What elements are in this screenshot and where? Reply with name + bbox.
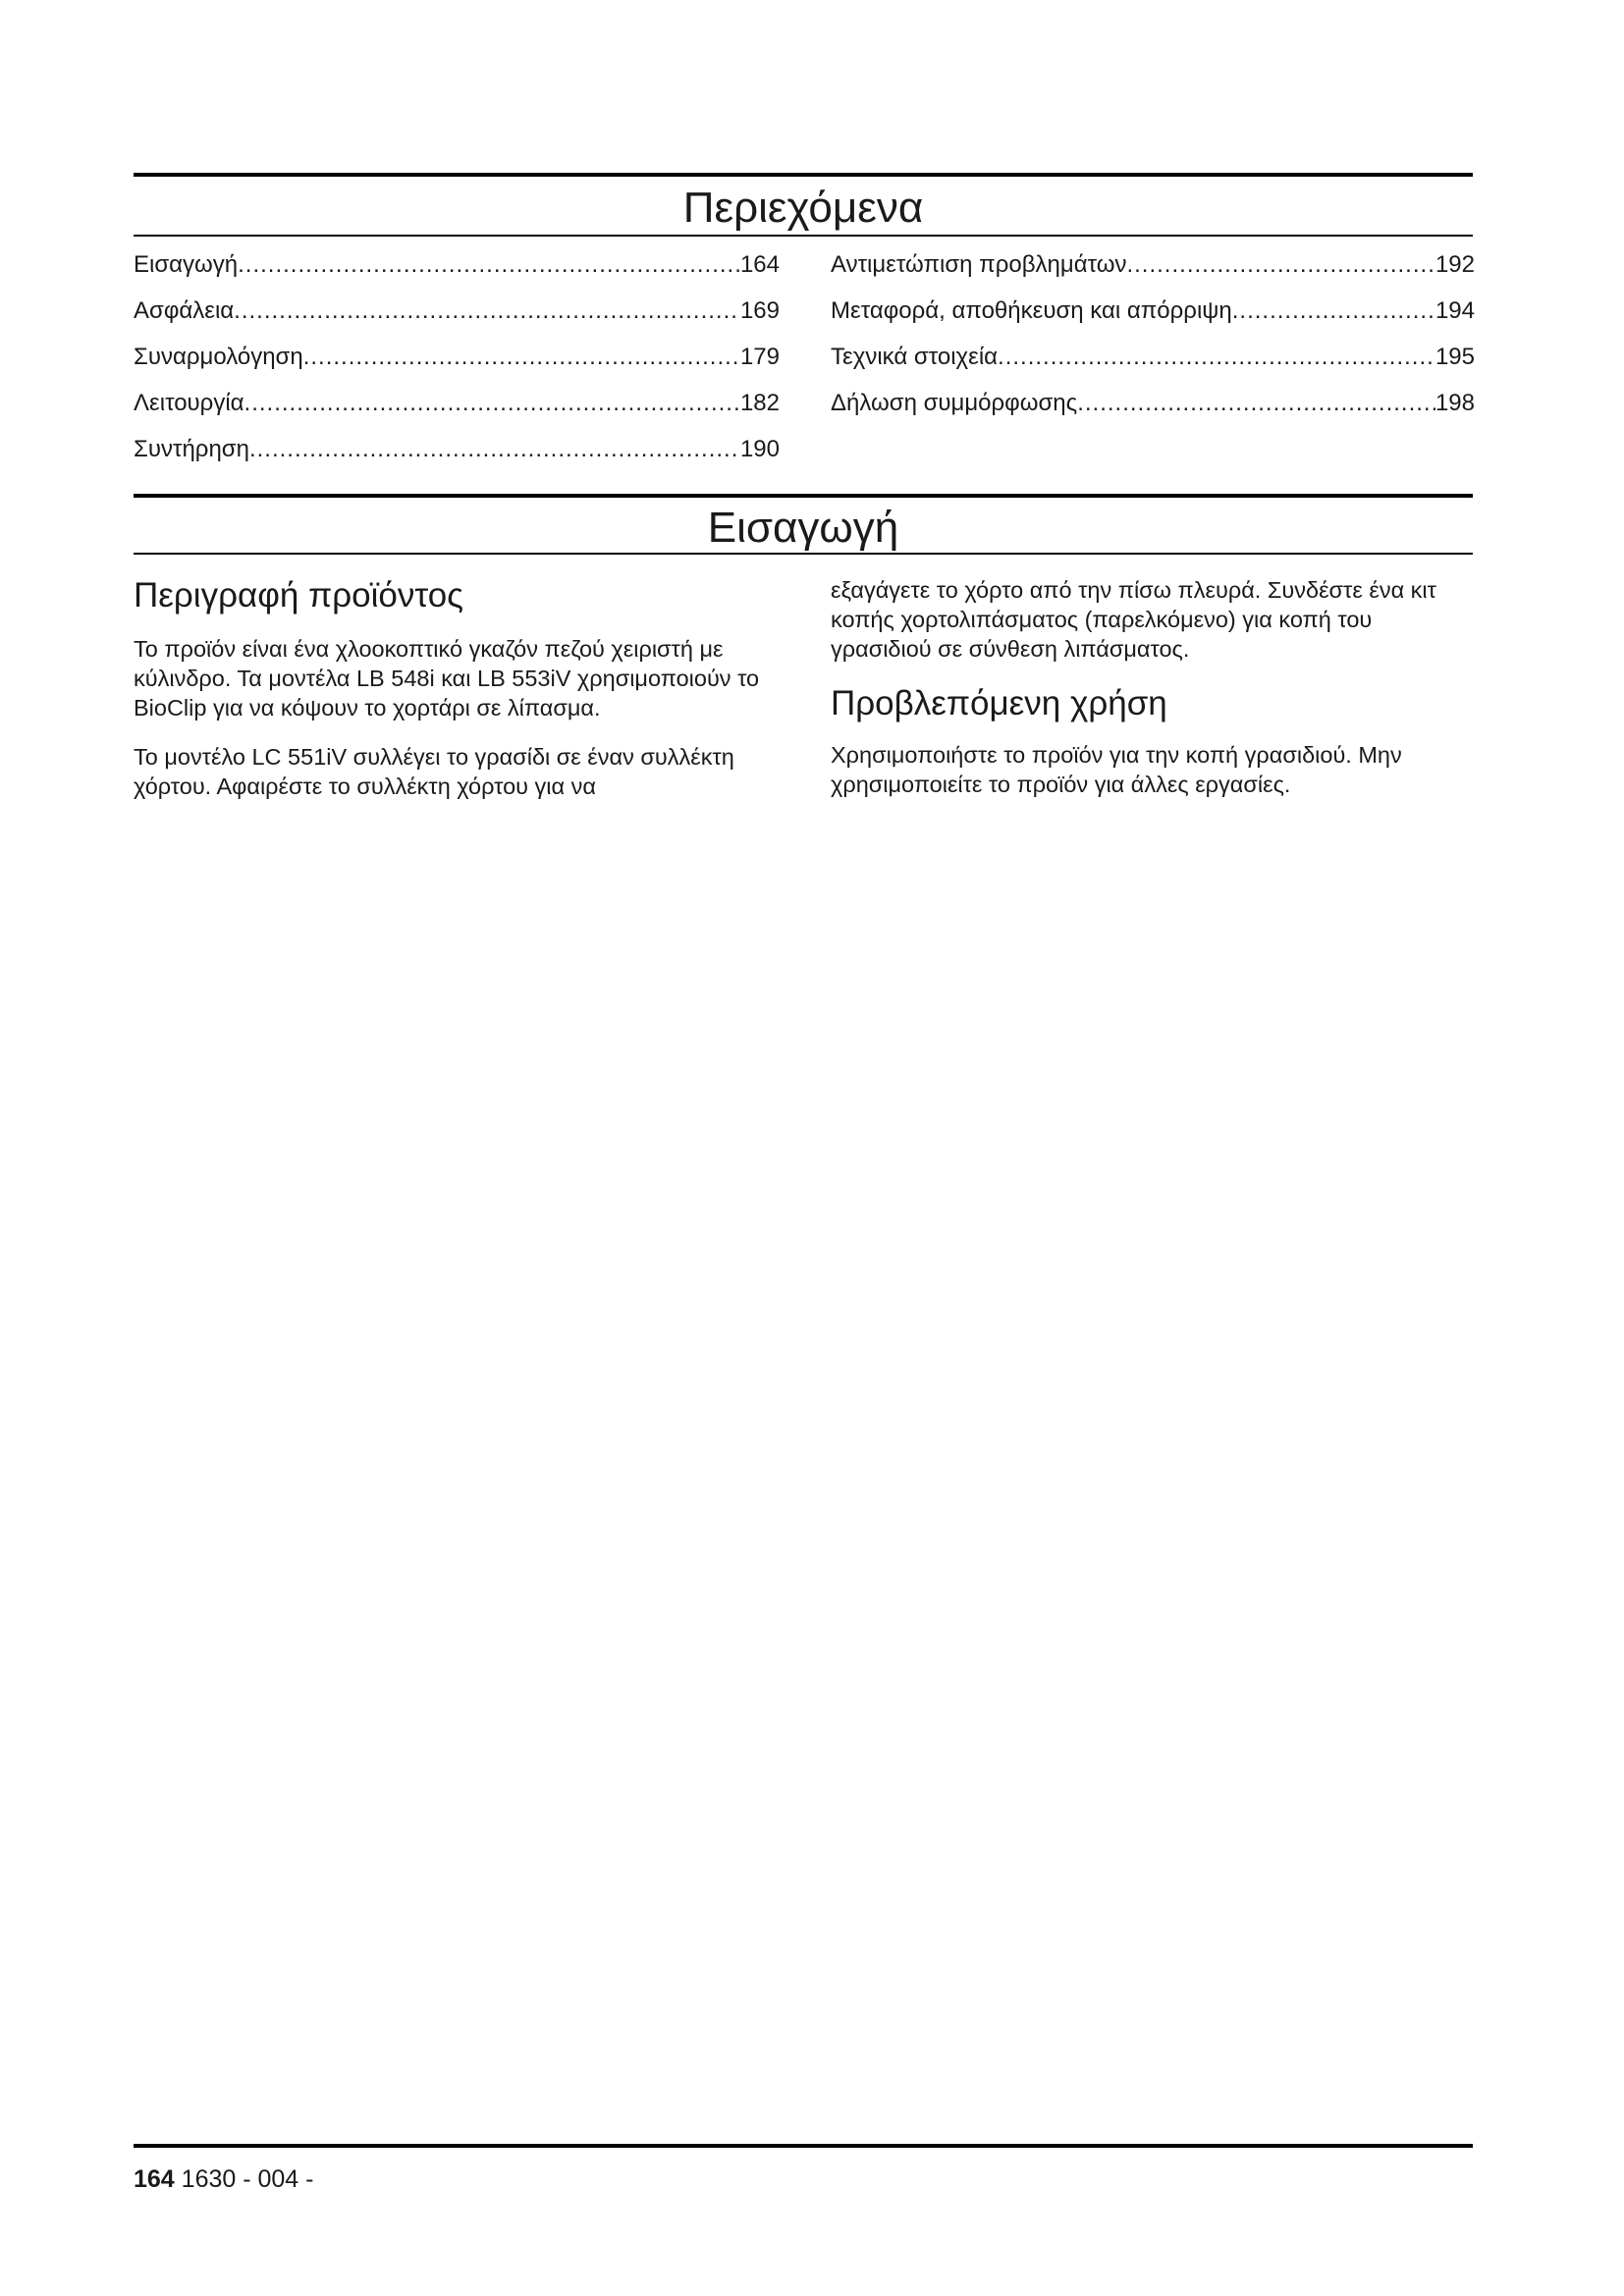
- toc-title: Περιεχόμενα: [682, 184, 924, 232]
- toc-title-underline: [134, 235, 1473, 237]
- intended-use-paragraph: Χρησιμοποιήστε το προϊόν για την κοπή γρασιδιού. Μην χρησιμοποιείτε το προϊόν για άλλες εργασίες.: [831, 742, 1402, 797]
- page-number: 164: [134, 2165, 175, 2193]
- toc-entry[interactable]: Ασφάλεια ..... 169: [134, 297, 780, 344]
- toc-entry[interactable]: Λειτουργία ..... 182: [134, 390, 780, 436]
- intro-left-column: [134, 575, 772, 801]
- footer-rule: [134, 2144, 1473, 2148]
- toc-entry[interactable]: Συντήρηση ..... 190: [134, 436, 780, 482]
- product-description-paragraph-2: Το μοντέλο LC 551iV συλλέγει το γρασίδι σε έναν συλλέκτη χόρτου. Αφαιρέστε το συλλέκτη χόρτου για να: [134, 744, 734, 799]
- product-description-paragraph-1: Το προϊόν είναι ένα χλοοκοπτικό γκαζόν πεζού χειριστή με κύλινδρο. Τα μοντέλα LB 548i και LB 553iV χρησιμοποιούν το BioClip για να κόψουν το χορτάρι σε λίπασμα.: [134, 636, 760, 721]
- intro-right-column: [831, 575, 1475, 799]
- intro-top-rule: [134, 494, 1473, 498]
- toc-entry[interactable]: Μεταφορά, αποθήκευση και απόρριψη ..... 194: [831, 297, 1475, 344]
- toc-entry[interactable]: Τεχνικά στοιχεία ..... 195: [831, 344, 1475, 390]
- product-description-paragraph-2-continued: εξαγάγετε το χόρτο από την πίσω πλευρά. Συνδέστε ένα κιτ κοπής χορτολιπάσματος (παρελκόμενο) για κοπή του γρασιδιού σε σύνθεση λιπάσματος.: [831, 577, 1436, 662]
- page-footer: [134, 2165, 313, 2194]
- document-code: 1630 - 004 -: [174, 2165, 314, 2193]
- product-description-heading: Περιγραφή προϊόντος: [134, 576, 464, 614]
- toc-entry[interactable]: Δήλωση συμμόρφωσης ..... 198: [831, 390, 1475, 436]
- toc-top-rule: [134, 173, 1473, 177]
- toc-entry[interactable]: Αντιμετώπιση προβλημάτων ..... 192: [831, 251, 1475, 297]
- intro-title-underline: [134, 553, 1473, 555]
- toc-entry[interactable]: Συναρμολόγηση ..... 179: [134, 344, 780, 390]
- toc-left-column: [134, 251, 780, 482]
- toc-right-column: [831, 251, 1475, 436]
- intro-title: Εισαγωγή: [707, 504, 899, 552]
- intended-use-heading: Προβλεπόμενη χρήση: [831, 684, 1167, 722]
- toc-entry[interactable]: Εισαγωγή ..... 164: [134, 251, 780, 297]
